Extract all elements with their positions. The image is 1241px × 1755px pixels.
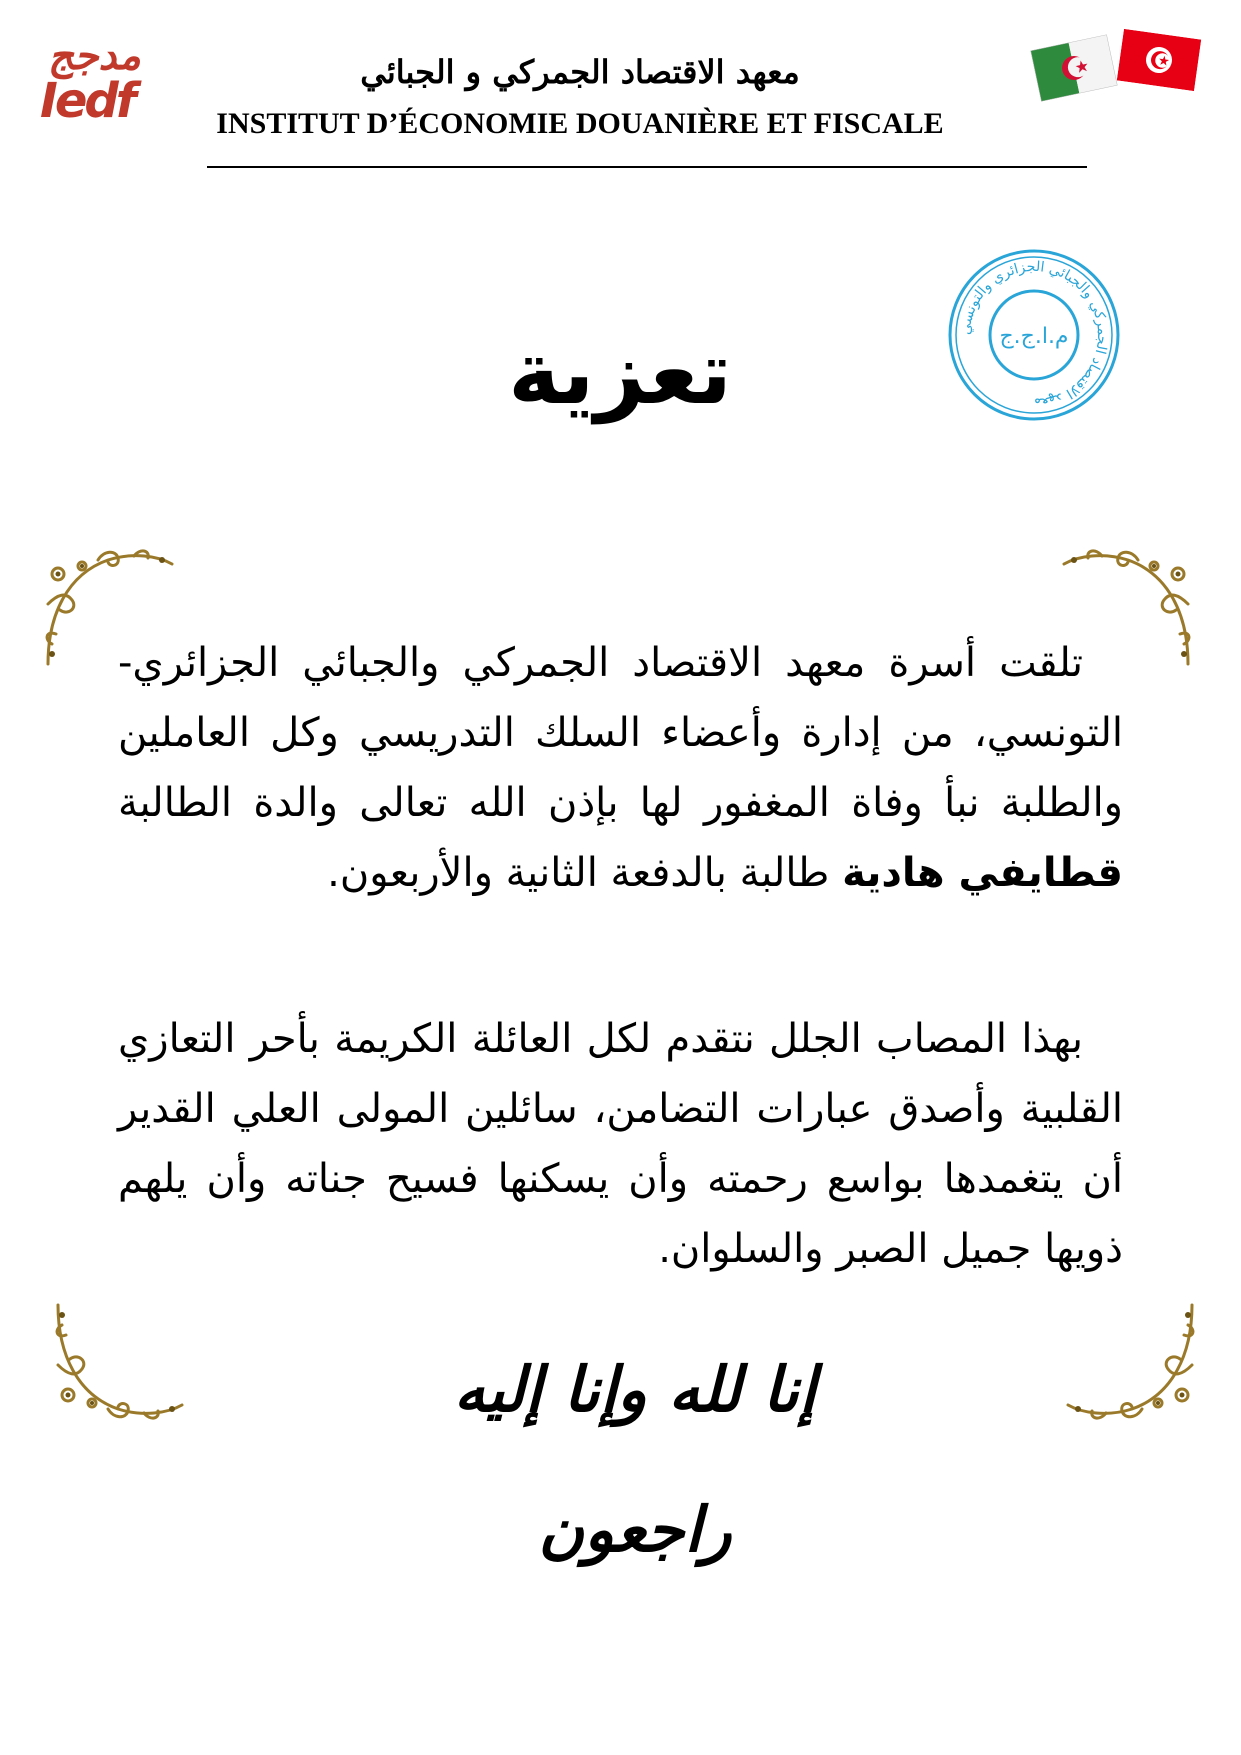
tunisia-flag-icon — [1117, 29, 1201, 91]
logo-latin: Iedf — [40, 73, 134, 129]
flags — [1035, 34, 1215, 104]
algeria-flag-icon — [1030, 34, 1117, 101]
closing-calligraphy: إنا لله وإنا إليه راجعون — [453, 1353, 817, 1566]
official-stamp — [944, 245, 1124, 425]
p1-text-start: تلقت أسرة معهد الاقتصاد الجمركي والجبائي الجزائري-التونسي، من إدارة وأعضاء السلك التدريسي وكل العاملين والطلبة نبأ وفاة المغفور لها بإذن الله تعالى والدة الطالبة — [118, 640, 1123, 826]
logo-arabic: مدجج — [48, 33, 141, 79]
p1-text-end: طالبة بالدفعة الثانية والأربعون. — [327, 850, 830, 896]
document-title: تعزية — [508, 321, 732, 424]
stamp-ring-text: معهد الاقتصاد الجمركي والجبائي الجزائري والتونسي — [957, 258, 1111, 412]
condolence-paragraph-2: بهذا المصاب الجلل نتقدم لكل العائلة الكريمة بأحر التعازي القلبية وأصدق عبارات التضامن، سائلين المولى العلي القدير أن يتغمدها بواسع رحمته وأن يسكنها فسيح جناته وأن يلهم ذويها جميل الصبر والسلوان. — [118, 1016, 1123, 1272]
corner-ornament-bottom-left-icon — [48, 1285, 188, 1425]
stamp-center-text: م.ا.ج.ج — [999, 324, 1069, 349]
student-name: قطايفي هادية — [842, 850, 1123, 896]
condolence-paragraph-1 — [118, 628, 1123, 908]
institute-name-arabic: معهد الاقتصاد الجمركي و الجبائي — [360, 53, 800, 91]
iedf-logo — [40, 33, 170, 129]
corner-ornament-bottom-right-icon — [1062, 1285, 1202, 1425]
institute-name-french: INSTITUT D’ÉCONOMIE DOUANIÈRE ET FISCALE — [216, 107, 944, 140]
header-divider — [207, 166, 1087, 168]
